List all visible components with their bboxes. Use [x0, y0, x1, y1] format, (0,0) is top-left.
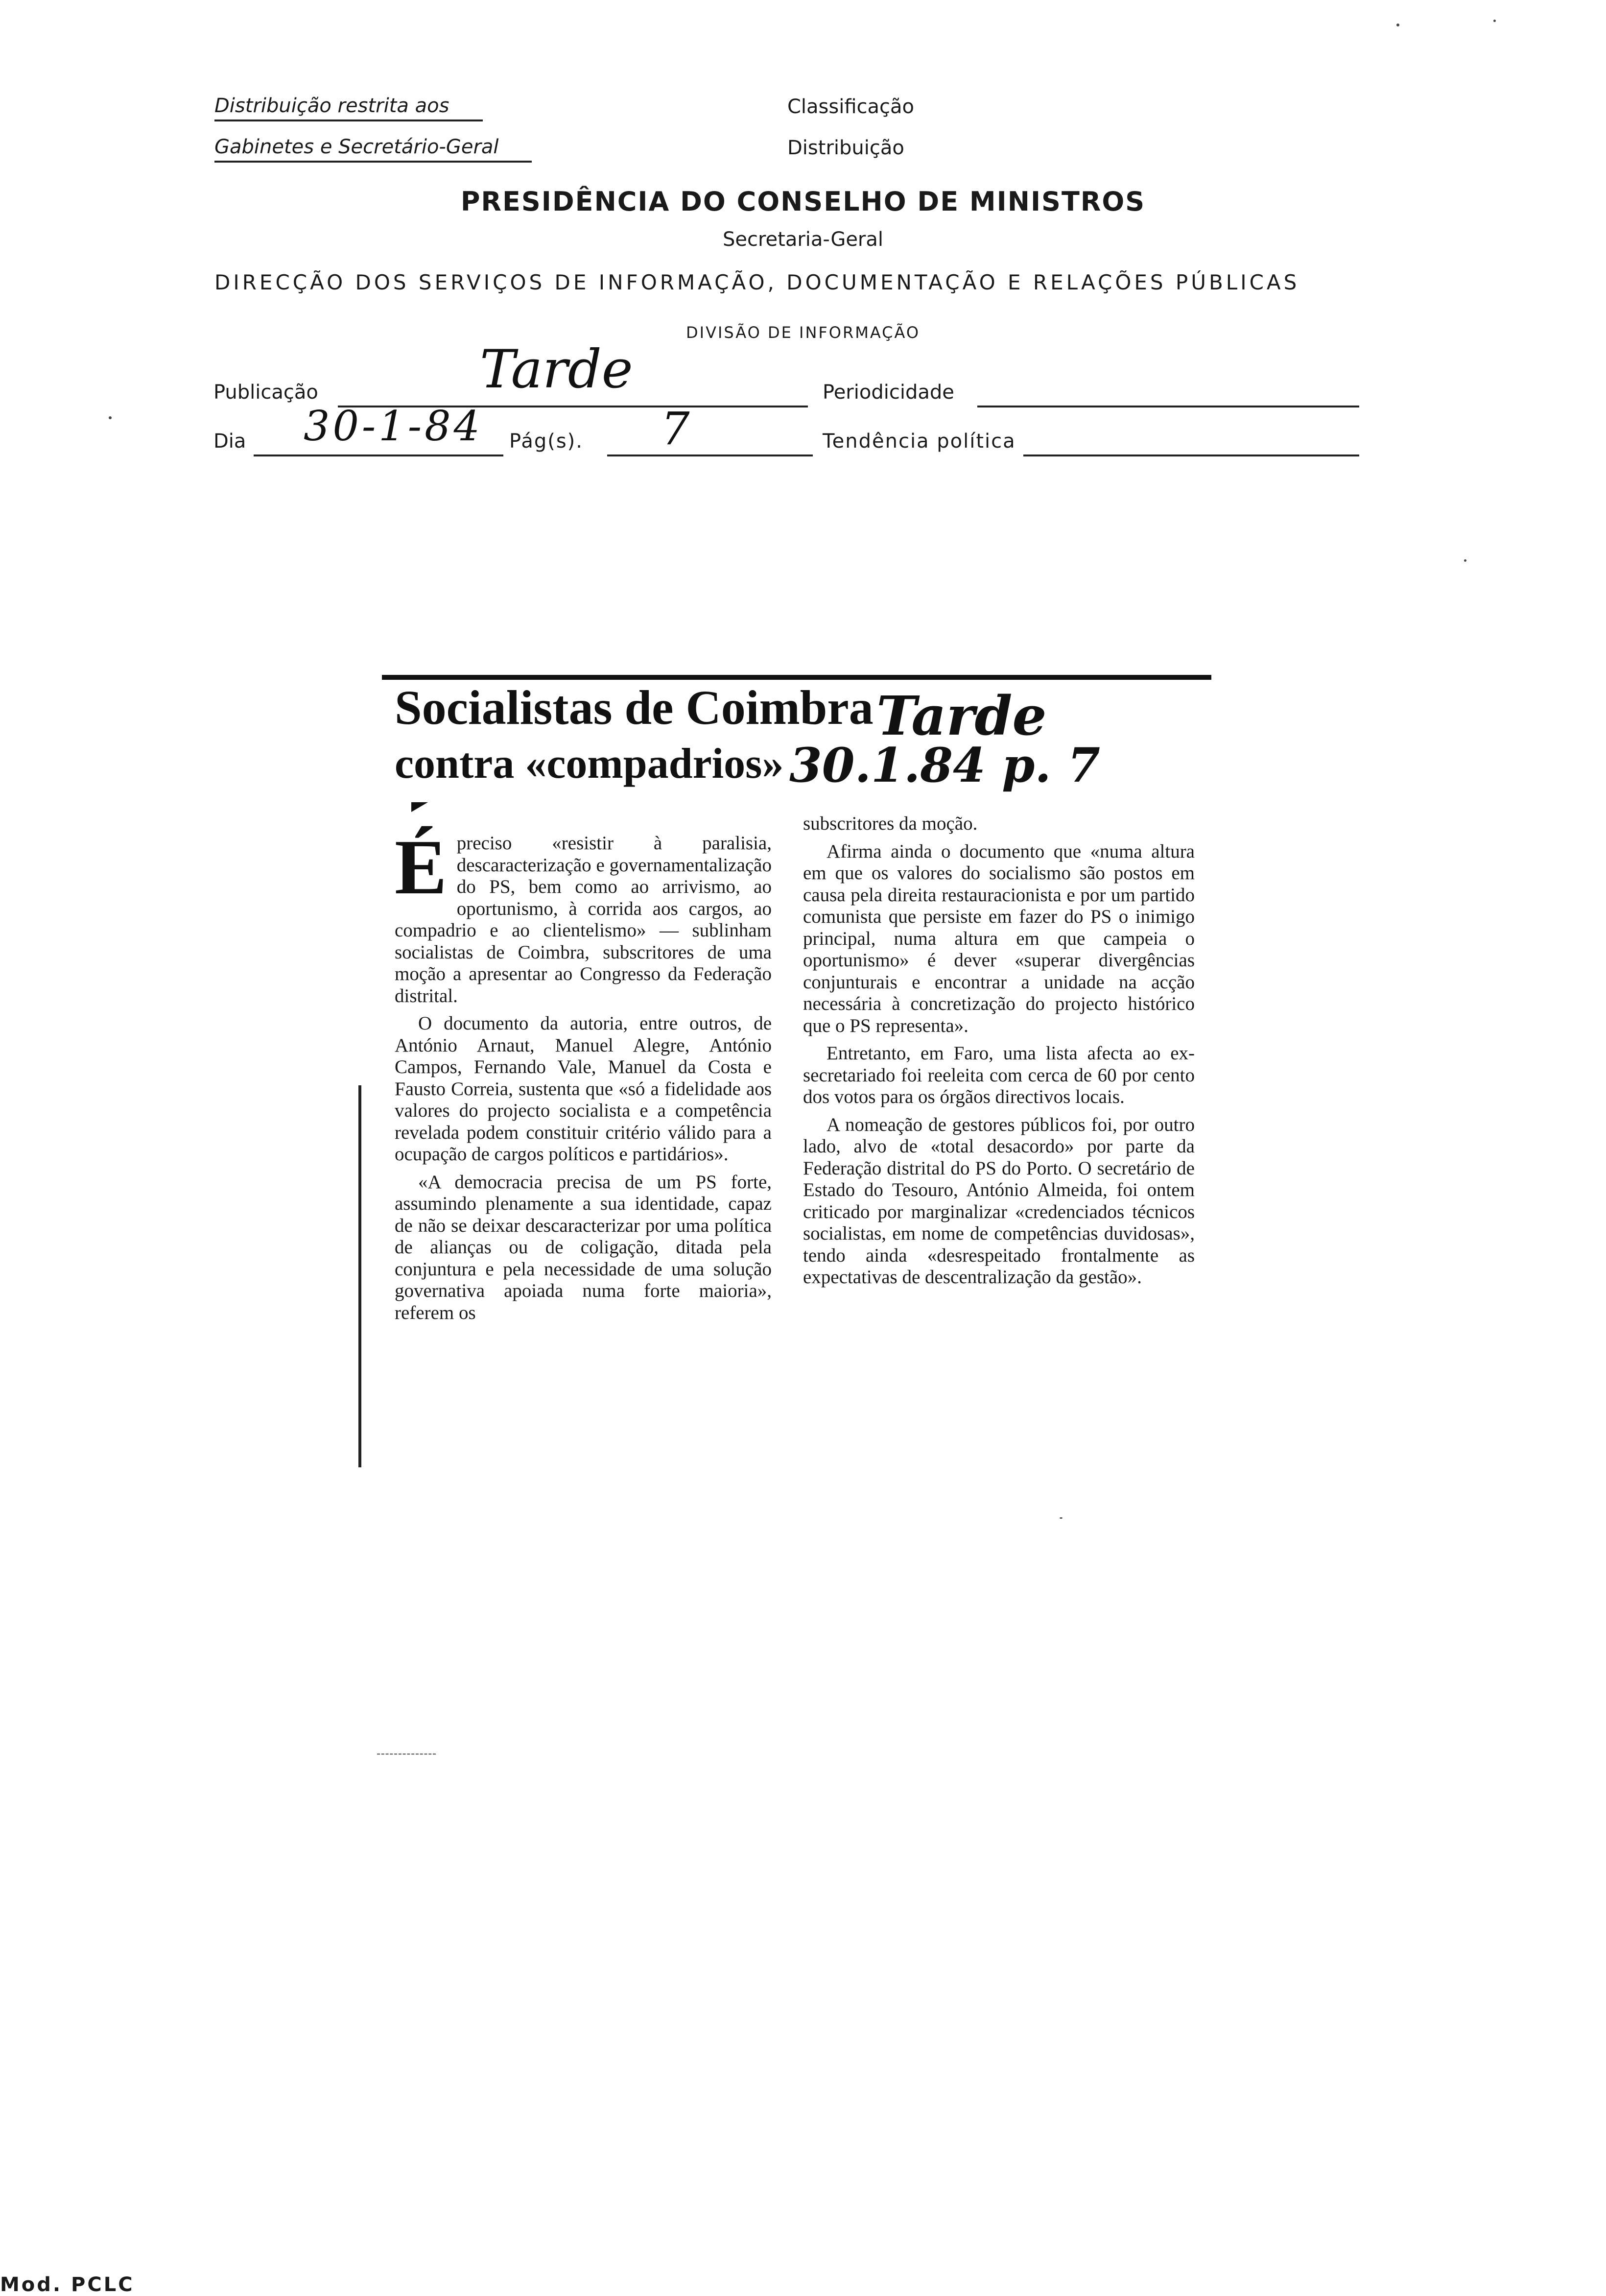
- form-code: Mod. PCLC: [0, 2273, 135, 2296]
- col2-paragraph-3: Entretanto, em Faro, uma lista afecta ao ex-secretariado foi reeleita com cerca de 60 por cento dos votos para os órgãos directivos locais.: [803, 1043, 1195, 1107]
- classification-label: Classificação: [787, 96, 915, 118]
- periodicity-field: [977, 383, 1359, 407]
- publication-handwritten: Tarde: [480, 339, 633, 400]
- scan-speck: [109, 416, 112, 419]
- scan-speck: [1060, 1517, 1063, 1519]
- article-title-line2: contra «compadrios»: [395, 740, 784, 788]
- political-tendency-field: [1023, 432, 1359, 456]
- directorate-title: DIRECÇÃO DOS SERVIÇOS DE INFORMAÇÃO, DOCUMENTAÇÃO E RELAÇÕES PÚBLICAS: [214, 270, 1300, 294]
- dropcap: É: [395, 823, 447, 910]
- article-column-1: [395, 823, 772, 1330]
- handwritten-publication-note: Tarde: [876, 684, 1047, 747]
- col1-paragraph-3: «A democracia precisa de um PS forte, assumindo plenamente a sua identidade, capaz de não se deixar descaracterizar por uma política de alianças ou de coligação, ditada pela conjuntura e pela necessidade de uma solução governativa apoiada numa forte maioria», referem os: [395, 1171, 772, 1323]
- distribution-label: Distribuição: [787, 137, 904, 159]
- scan-speck: [1464, 559, 1466, 562]
- pages-handwritten: 7: [661, 403, 690, 455]
- wedge-mark: [411, 802, 428, 812]
- day-handwritten: 30-1-84: [304, 402, 483, 450]
- article-title-line1: Socialistas de Coimbra: [395, 680, 874, 735]
- col2-paragraph-4: A nomeação de gestores públicos foi, por outro lado, alvo de «total desacordo» por parte da Federação distrital do PS do Porto. O secretário de Estado do Tesouro, António Almeida, foi ontem criticado por marginalizar «credenciados técnicos socialistas, em nome de competências duvidosas», tendo ainda «desrespeitado frontalmente as expectativas de descentralização da gestão».: [803, 1114, 1195, 1288]
- col1-paragraph-1: preciso «resistir à paralisia, descaracterização e governamentalização do PS, bem como ao arrivismo, ao oportunismo, à corrida aos cargos, ao compadrio e ao clientelismo» — sublinham socialistas de Coimbra, subscritores de uma moção a apresentar ao Congresso da Federação distrital.: [395, 833, 772, 1006]
- col1-paragraph-2: O documento da autoria, entre outros, de António Arnaut, Manuel Alegre, António Campos, Fernando Vale, Manuel da Costa e Fausto Correia, sustenta que «só a fidelidade aos valores do projecto socialista e a competência revelada podem constituir critério válido para a ocupação de cargos políticos e partidários».: [395, 1013, 772, 1165]
- pages-field: [607, 432, 813, 456]
- scan-mark: [377, 1753, 436, 1755]
- recipients-note: Gabinetes e Secretário-Geral: [214, 133, 532, 163]
- handwritten-date-page-note: 30.1.84 p. 7: [789, 738, 1101, 793]
- day-label: Dia: [213, 430, 246, 453]
- periodicity-label: Periodicidade: [823, 381, 954, 404]
- pages-label: Pág(s).: [509, 430, 583, 453]
- ministry-title: PRESIDÊNCIA DO CONSELHO DE MINISTROS: [460, 186, 1146, 217]
- column-margin-line: [358, 1085, 361, 1467]
- publication-label: Publicação: [213, 381, 318, 404]
- col2-paragraph-2: Afirma ainda o documento que «numa altura em que os valores do socialismo são postos em causa pela direita restauracionista e por um partido comunista que persiste em fazer do PS o inimigo principal, numa altura em que campeia o oportunismo» é dever «superar divergências conjunturais e encontrar a unidade na acção necessária à concretização do projecto histórico que o PS representa».: [803, 840, 1195, 1036]
- col2-paragraph-1: subscritores da moção.: [803, 813, 978, 834]
- secretariat-title: Secretaria-Geral: [722, 228, 883, 251]
- scan-speck: [1396, 24, 1399, 26]
- article-column-2: [803, 813, 1195, 1294]
- restricted-distribution-note: Distribuição restrita aos: [214, 92, 483, 121]
- division-title: DIVISÃO DE INFORMAÇÃO: [685, 323, 921, 342]
- political-tendency-label: Tendência política: [823, 430, 1016, 453]
- scan-speck: [1493, 20, 1496, 22]
